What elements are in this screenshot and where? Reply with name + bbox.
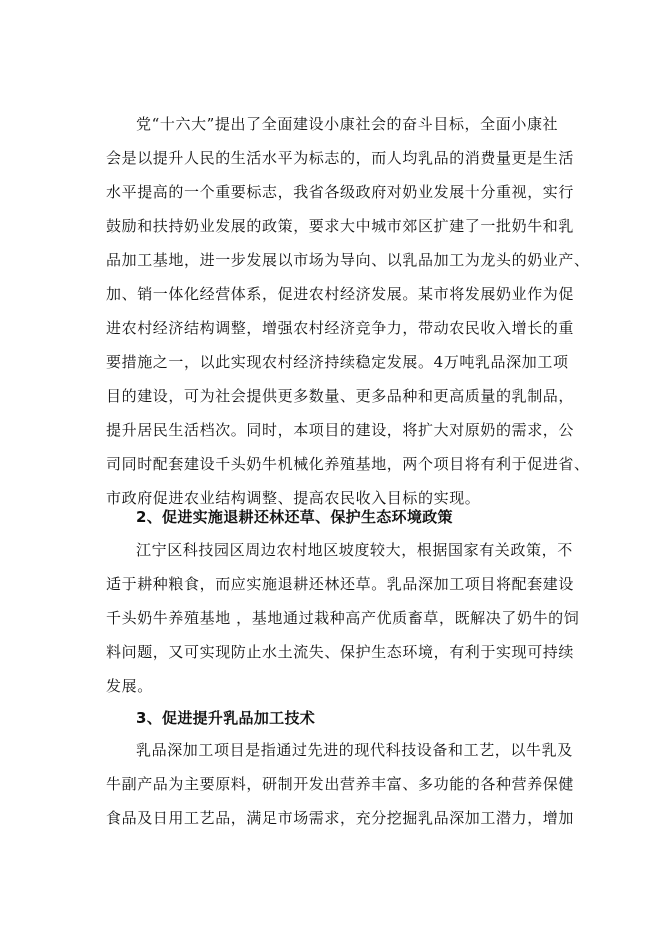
section-heading: 3、促进提升乳品加工技术 [136, 709, 316, 727]
paragraph-line: 乳品深加工项目是指通过先进的现代科技设备和工艺，以牛乳及 [136, 741, 573, 759]
paragraph-line: 食品及日用工艺品，满足市场需求，充分挖掘乳品深加工潜力，增加 [106, 809, 575, 827]
paragraph-line: 发展。 [106, 677, 153, 695]
paragraph-line: 鼓励和扶持奶业发展的政策，要求大中城市郊区扩建了一批奶牛和乳 [106, 217, 575, 235]
paragraph-line: 提升居民生活档次。同时，本项目的建设，将扩大对原奶的需求，公 [106, 421, 575, 439]
paragraph-line: 党“十六大”提出了全面建设小康社会的奋斗目标，全面小康社 [136, 115, 559, 133]
paragraph-line: 牛副产品为主要原料，研制开发出营养丰富、多功能的各种营养保健 [106, 775, 575, 793]
paragraph-line: 目的建设，可为社会提供更多数量、更多品种和更高质量的乳制品， [106, 387, 575, 405]
paragraph-line: 加、销一体化经营体系，促进农村经济发展。某市将发展奶业作为促 [106, 285, 575, 303]
paragraph-line: 料问题，又可实现防止水土流失、保护生态环境，有利于实现可持续 [106, 643, 575, 661]
paragraph-line: 市政府促进农业结构调整、提高农民收入目标的实现。 [106, 489, 481, 507]
paragraph-line: 进农村经济结构调整，增强农村经济竞争力，带动农民收入增长的重 [106, 319, 575, 337]
section-heading: 2、促进实施退耕还林还草、保护生态环境政策 [136, 508, 453, 526]
paragraph-line: 会是以提升人民的生活水平为标志的，而人均乳品的消费量更是生活 [106, 149, 575, 167]
paragraph-line: 水平提高的一个重要标志，我省各级政府对奶业发展十分重视，实行 [106, 183, 575, 201]
paragraph-line: 要措施之一，以此实现农村经济持续稳定发展。4万吨乳品深加工项 [106, 353, 569, 371]
paragraph-line: 适于耕种粮食，而应实施退耕还林还草。乳品深加工项目将配套建设 [106, 575, 575, 593]
paragraph-line: 品加工基地，进一步发展以市场为导向、以乳品加工为龙头的奶业产、 [106, 251, 590, 269]
paragraph-line: 司同时配套建设千头奶牛机械化养殖基地，两个项目将有利于促进省、 [106, 455, 590, 473]
paragraph-line: 江宁区科技园区周边农村地区坡度较大，根据国家有关政策，不 [136, 541, 573, 559]
paragraph-line: 千头奶牛养殖基地 ，基地通过栽种高产优质畜草，既解决了奶牛的饲 [106, 609, 580, 627]
